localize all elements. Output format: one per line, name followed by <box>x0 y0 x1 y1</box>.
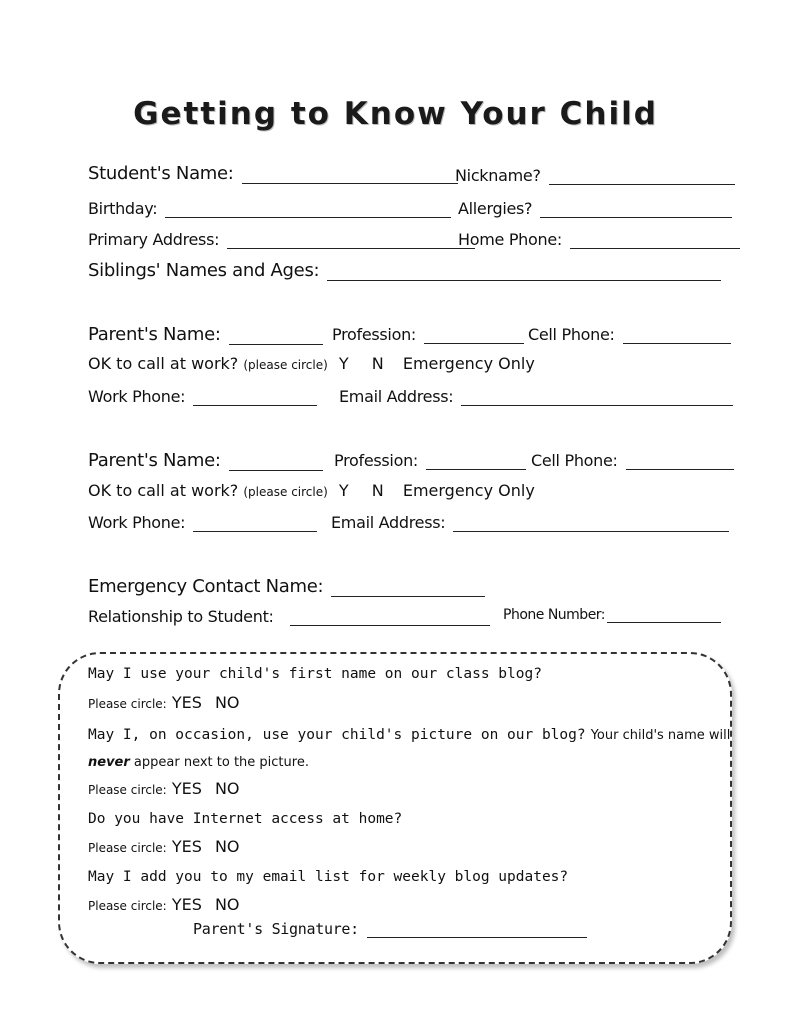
primary-address-label: Primary Address: <box>88 230 220 249</box>
parent1-no-option[interactable]: N <box>371 354 384 373</box>
q1-yes-option[interactable]: YES <box>171 693 202 712</box>
relationship-field[interactable] <box>88 607 490 626</box>
blog-q1-circle-row <box>88 693 240 712</box>
parent1-cell-line[interactable] <box>623 329 731 344</box>
parent-signature-line[interactable] <box>367 923 587 938</box>
q3-no-option[interactable]: NO <box>214 837 240 856</box>
parent2-email-field[interactable] <box>331 513 729 532</box>
parent2-profession-line[interactable] <box>426 455 526 470</box>
blog-q2: May I, on occasion, use your child's picture on our blog? <box>88 727 586 743</box>
q2-yes-option[interactable]: YES <box>171 779 202 798</box>
parent2-email-line[interactable] <box>453 517 729 532</box>
blog-q2-note1: Your child's name will <box>590 728 731 743</box>
allergies-field[interactable] <box>458 199 732 218</box>
allergies-label: Allergies? <box>458 199 533 218</box>
blog-q2-row <box>88 724 730 743</box>
parent2-yes-option[interactable]: Y <box>338 481 349 500</box>
parent1-work-phone-label: Work Phone: <box>88 387 186 406</box>
siblings-label: Siblings' Names and Ages: <box>88 260 320 281</box>
blog-q2-note2: appear next to the picture. <box>133 755 309 770</box>
parent2-work-phone-line[interactable] <box>193 517 317 532</box>
birthday-line[interactable] <box>165 203 451 218</box>
parent1-name-field[interactable] <box>88 324 323 345</box>
parent1-emergency-only-option[interactable]: Emergency Only <box>402 354 535 373</box>
parent-signature-label: Parent's Signature: <box>193 920 359 938</box>
parent2-work-phone-field[interactable] <box>88 513 317 532</box>
primary-address-field[interactable] <box>88 230 475 249</box>
blog-q2-never: never <box>88 755 130 770</box>
parent1-please-circle: (please circle) <box>243 358 328 372</box>
nickname-line[interactable] <box>549 170 735 185</box>
q3-yes-option[interactable]: YES <box>171 837 202 856</box>
q1-no-option[interactable]: NO <box>214 693 240 712</box>
blog-q2-note-row <box>88 755 309 770</box>
page-title: Getting to Know Your Child <box>133 96 658 132</box>
nickname-label: Nickname? <box>455 166 541 185</box>
student-name-line[interactable] <box>242 169 458 184</box>
student-name-field[interactable] <box>88 163 458 184</box>
home-phone-line[interactable] <box>570 234 740 249</box>
parent1-email-label: Email Address: <box>339 387 454 406</box>
relationship-label: Relationship to Student: <box>88 607 274 626</box>
parent2-cell-line[interactable] <box>626 455 734 470</box>
blog-q3-circle-row <box>88 837 240 856</box>
siblings-line[interactable] <box>327 266 721 281</box>
please-circle-label: Please circle: <box>88 697 167 711</box>
emergency-phone-line[interactable] <box>607 608 721 623</box>
blog-q2-circle-row <box>88 779 240 798</box>
blog-q3: Do you have Internet access at home? <box>88 811 403 827</box>
parent1-ok-call-label: OK to call at work? <box>88 354 239 373</box>
parent1-profession-label: Profession: <box>332 325 416 344</box>
q4-yes-option[interactable]: YES <box>171 895 202 914</box>
please-circle-label: Please circle: <box>88 841 167 855</box>
parent2-cell-field[interactable] <box>531 451 734 470</box>
parent2-ok-call-label: OK to call at work? <box>88 481 239 500</box>
parent1-profession-line[interactable] <box>424 329 524 344</box>
parent1-name-line[interactable] <box>229 330 323 345</box>
parent-signature-field[interactable] <box>193 920 587 938</box>
parent2-ok-call-row <box>88 481 535 500</box>
parent1-email-field[interactable] <box>339 387 733 406</box>
birthday-field[interactable] <box>88 199 451 218</box>
siblings-field[interactable] <box>88 260 721 281</box>
parent1-work-phone-line[interactable] <box>193 391 317 406</box>
emergency-phone-label: Phone Number: <box>503 607 606 623</box>
emergency-contact-label: Emergency Contact Name: <box>88 576 324 597</box>
blog-q1: May I use your child's first name on our class blog? <box>88 666 542 682</box>
nickname-field[interactable] <box>455 166 735 185</box>
parent1-profession-field[interactable] <box>332 325 524 344</box>
blog-q4: May I add you to my email list for weekly blog updates? <box>88 869 569 885</box>
parent2-please-circle: (please circle) <box>243 485 328 499</box>
emergency-contact-line[interactable] <box>331 582 485 597</box>
parent2-profession-field[interactable] <box>334 451 526 470</box>
parent2-name-field[interactable] <box>88 450 323 471</box>
emergency-phone-field[interactable] <box>503 607 721 623</box>
q4-no-option[interactable]: NO <box>214 895 240 914</box>
blog-q4-circle-row <box>88 895 240 914</box>
parent1-yes-option[interactable]: Y <box>338 354 349 373</box>
parent2-name-label: Parent's Name: <box>88 450 221 471</box>
emergency-contact-field[interactable] <box>88 576 485 597</box>
parent2-profession-label: Profession: <box>334 451 418 470</box>
parent1-work-phone-field[interactable] <box>88 387 317 406</box>
parent1-email-line[interactable] <box>461 391 733 406</box>
home-phone-label: Home Phone: <box>458 230 562 249</box>
please-circle-label: Please circle: <box>88 783 167 797</box>
please-circle-label: Please circle: <box>88 899 167 913</box>
q2-no-option[interactable]: NO <box>214 779 240 798</box>
parent2-email-label: Email Address: <box>331 513 446 532</box>
home-phone-field[interactable] <box>458 230 740 249</box>
parent1-cell-label: Cell Phone: <box>528 325 615 344</box>
parent1-cell-field[interactable] <box>528 325 731 344</box>
relationship-line[interactable] <box>290 611 490 626</box>
primary-address-line[interactable] <box>227 234 475 249</box>
birthday-label: Birthday: <box>88 199 158 218</box>
parent2-emergency-only-option[interactable]: Emergency Only <box>402 481 535 500</box>
parent1-ok-call-row <box>88 354 535 373</box>
parent1-name-label: Parent's Name: <box>88 324 221 345</box>
student-name-label: Student's Name: <box>88 163 234 184</box>
parent2-cell-label: Cell Phone: <box>531 451 618 470</box>
allergies-line[interactable] <box>540 203 732 218</box>
parent2-no-option[interactable]: N <box>371 481 384 500</box>
parent2-name-line[interactable] <box>229 456 323 471</box>
parent2-work-phone-label: Work Phone: <box>88 513 186 532</box>
